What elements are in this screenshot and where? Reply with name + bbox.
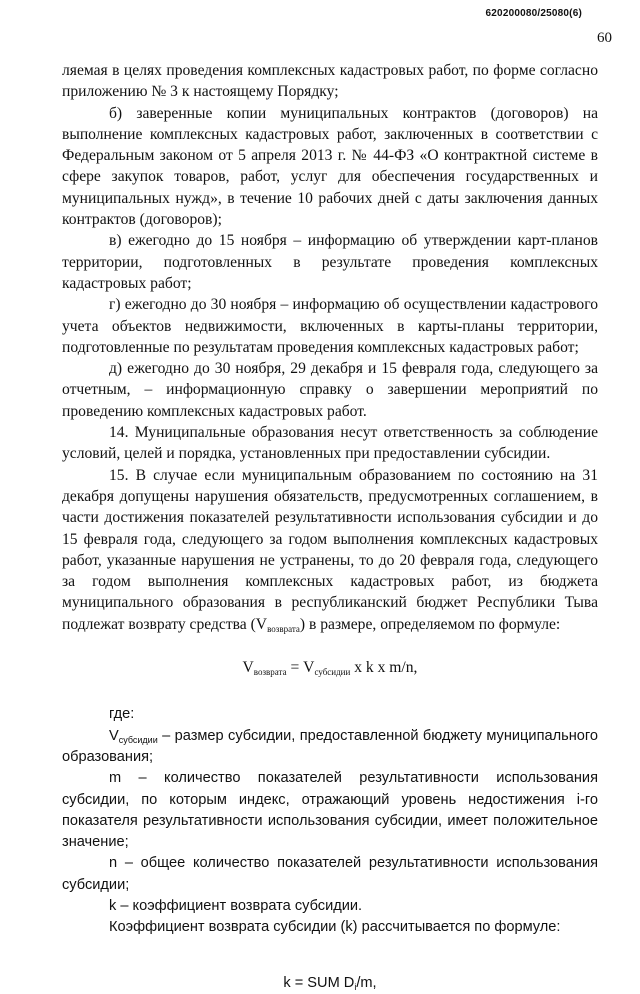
formula-k	[62, 973, 598, 994]
paragraph-text-tail: ) в размере, определяемом по формуле:	[299, 615, 561, 633]
page-number: 60	[597, 30, 612, 46]
paragraph: в) ежегодно до 15 ноября – информацию об утверждении карт-планов территории, подготовленных в результате проведения комплексных кадастровых работ;	[62, 232, 598, 292]
paragraph: ляемая в целях проведения комплексных кадастровых работ, по форме согласно приложению № 3 к настоящему Порядку;	[62, 62, 598, 101]
paragraph-text: 15. В случае если муниципальным образованием по состоянию на 31 декабря допущены нарушения обязательств, предусмотренных соглашением, в части достижения показателей результативности использования субсидии и до 15 февраля года, следующего за годом выполнения комплексных кадастровых работ, указанные нарушения не устранены, то до 20 февраля года, следующего за годом выполнения комплексных кадастровых работ, из бюджета муниципального образования в республиканский бюджет Республики Тыва подлежат возврату средства (V	[62, 466, 598, 633]
formula-return	[62, 657, 598, 678]
formula-rest: /m,	[356, 974, 377, 991]
definition-v	[62, 726, 598, 769]
def-var: V	[109, 727, 119, 744]
subscript: субсидии	[314, 667, 351, 678]
formula-var: V	[242, 659, 254, 677]
document-body	[62, 60, 598, 994]
subscript: возврата	[267, 623, 300, 634]
subscript: субсидии	[118, 734, 158, 745]
definition-k: k – коэффициент возврата субсидии.	[109, 897, 363, 914]
definition-m: m – количество показателей результативности использования субсидии, по которым индекс, отражающий уровень недостижения i-го показателя результативности использования субсидии, имеет положительное значение;	[62, 770, 598, 851]
formula-rest: x k x m/n,	[350, 659, 418, 677]
formula-eq: = V	[286, 659, 315, 677]
paragraph: б) заверенные копии муниципальных контрактов (договоров) на выполнение комплексных кадастровых работ, заключенных в соответствии с Федеральным законом от 5 апреля 2013 г. № 44-ФЗ «О контрактной системе в сфере закупок товаров, работ, услуг для обеспечения государственных и муниципальных нужд», в течение 10 рабочих дней с даты заключения данных контрактов (договоров);	[62, 104, 598, 229]
k-intro: Коэффициент возврата субсидии (k) рассчитывается по формуле:	[109, 919, 561, 936]
paragraph: 14. Муниципальные образования несут ответственность за соблюдение условий, целей и порядка, установленных при предоставлении субсидии.	[62, 424, 598, 463]
subscript: i	[354, 981, 357, 992]
formula-lhs: k = SUM D	[283, 974, 355, 991]
paragraph	[62, 465, 598, 635]
where-label: где:	[109, 706, 135, 723]
paragraph: д) ежегодно до 30 ноября, 29 декабря и 15 февраля года, следующего за отчетным, – информационную справку о завершении мероприятий по проведению комплексных кадастровых работ.	[62, 360, 598, 420]
paragraph: г) ежегодно до 30 ноября – информацию об осуществлении кадастрового учета объектов недвижимости, включенных в карты-планы территории, подготовленные по результатам проведения комплексных кадастровых работ;	[62, 296, 598, 356]
document-code: 620200080/25080(6)	[485, 8, 582, 19]
definition-n: n – общее количество показателей результативности использования субсидии;	[62, 855, 598, 893]
subscript: возврата	[253, 667, 287, 678]
def-text: – размер субсидии, предоставленной бюджету муниципального образования;	[62, 727, 598, 765]
